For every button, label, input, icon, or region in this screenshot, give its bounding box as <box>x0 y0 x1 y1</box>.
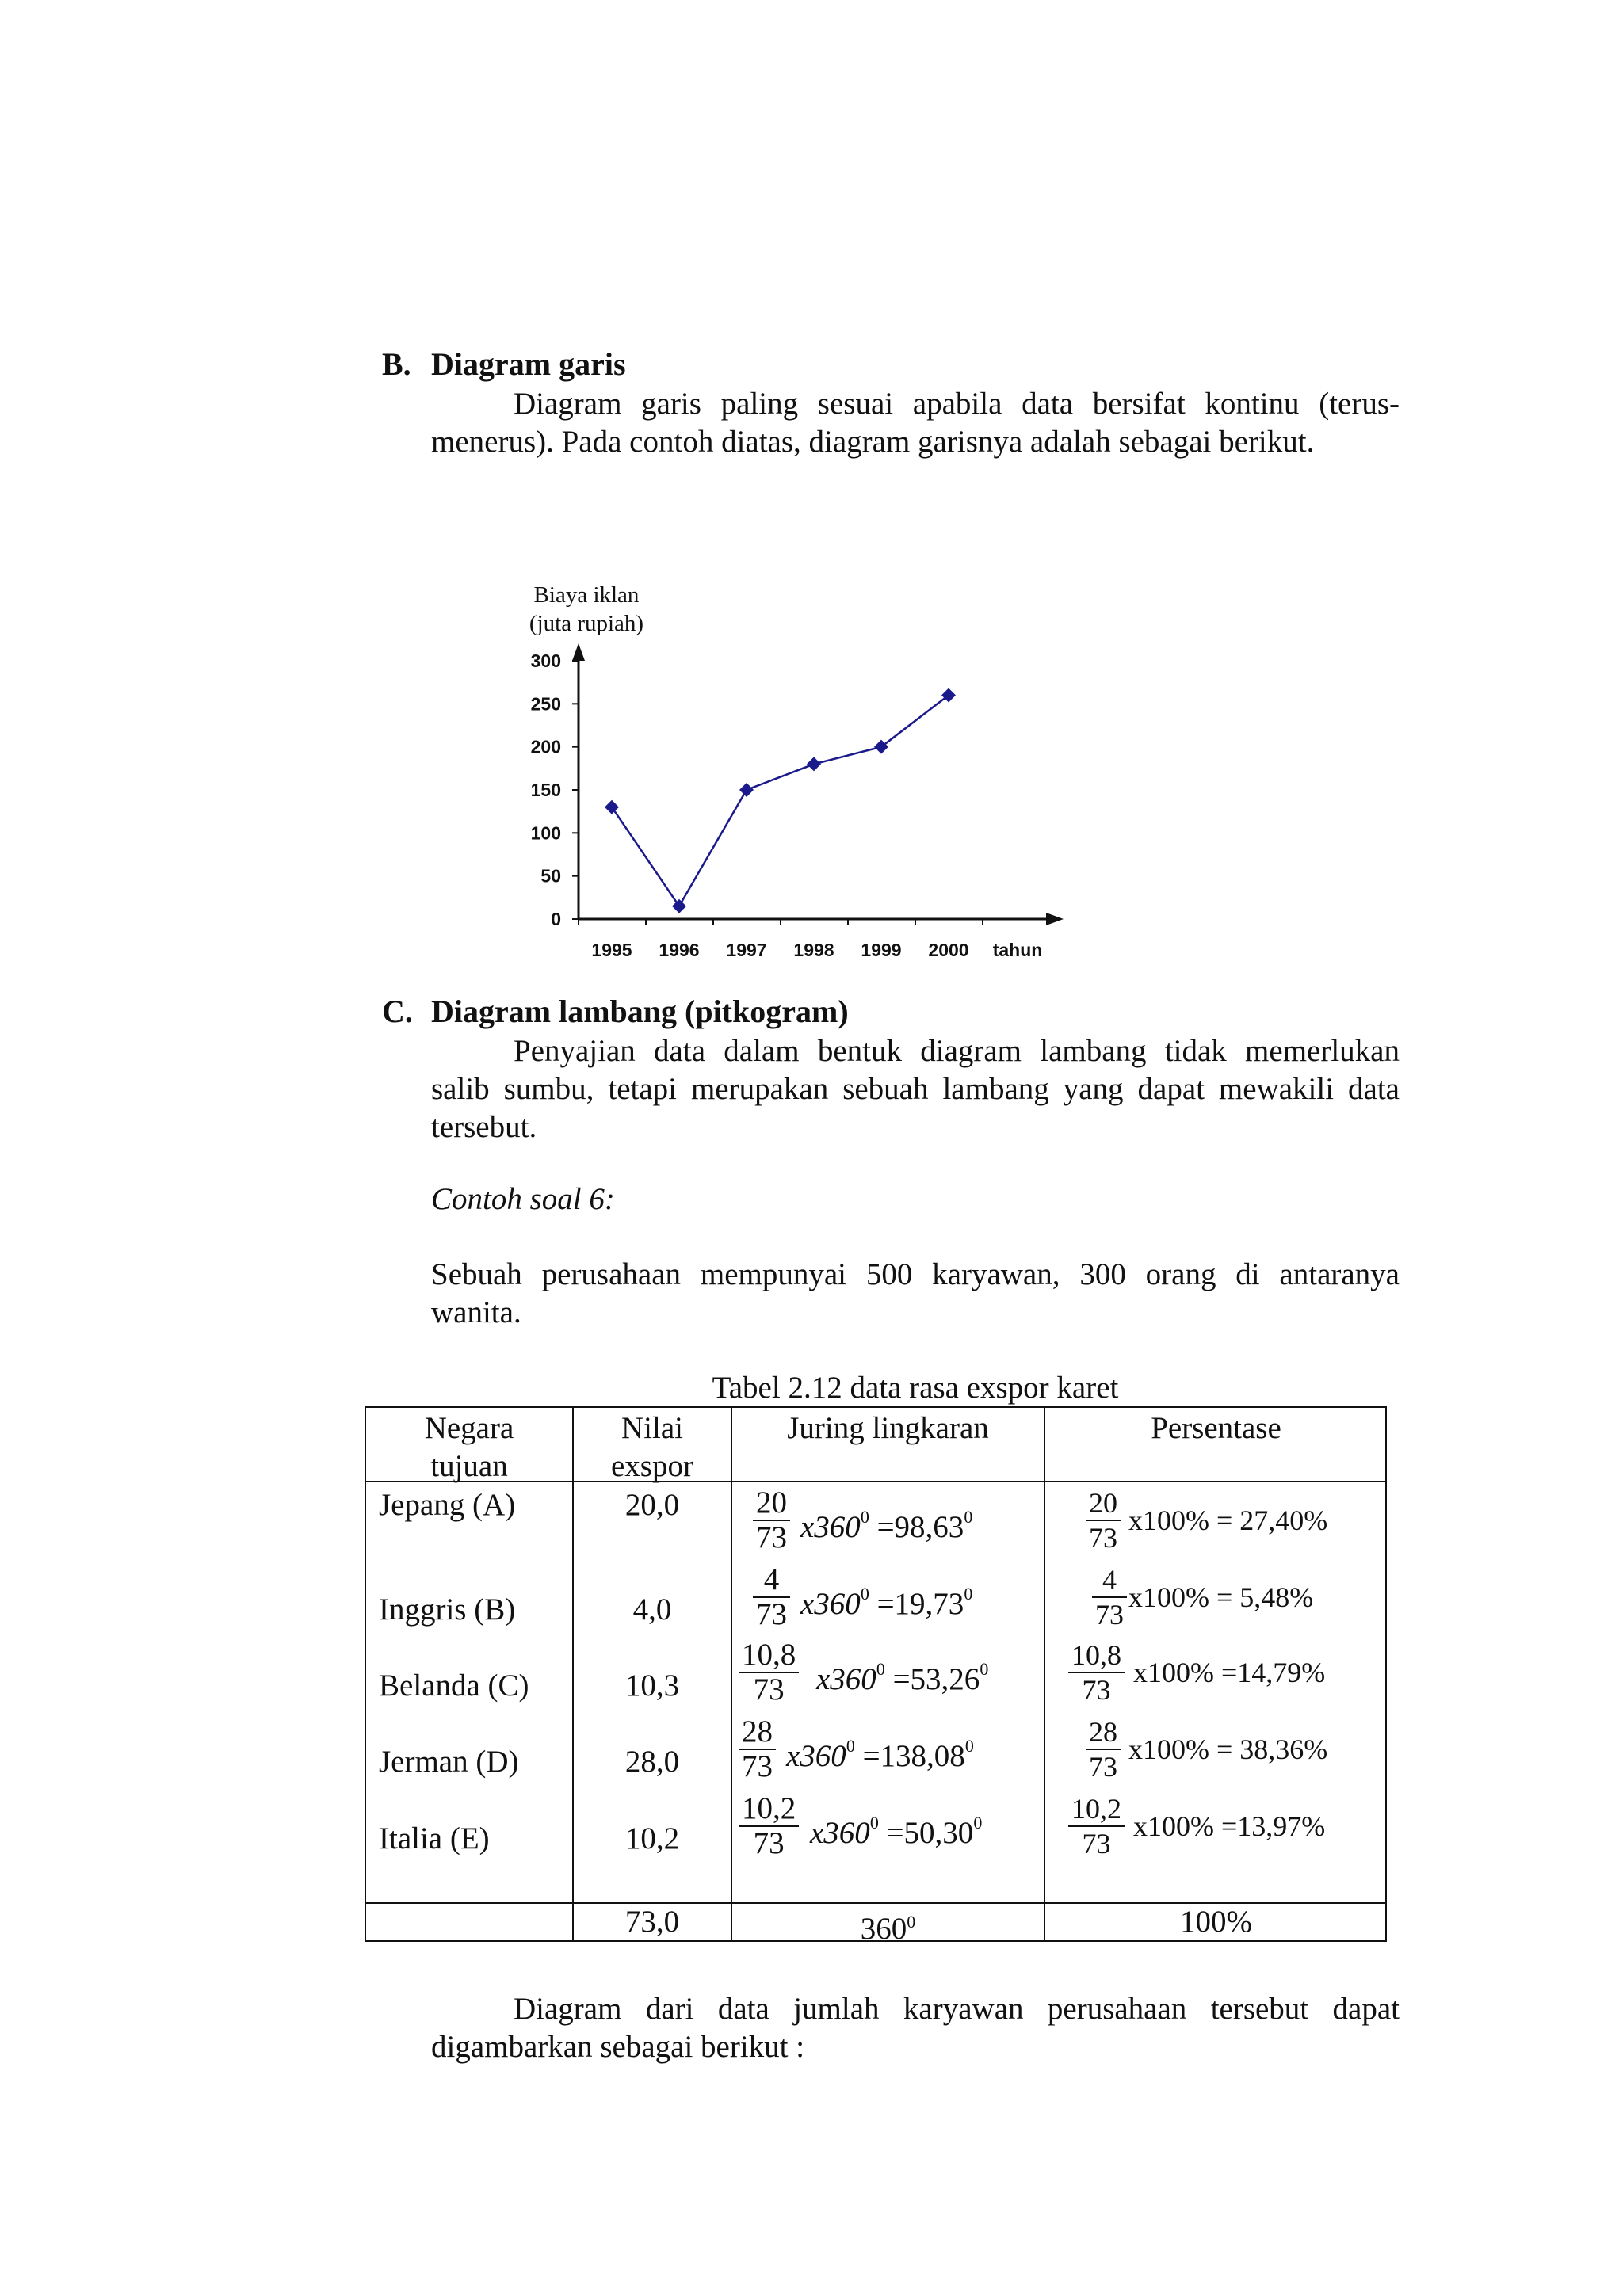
row4-juring-result: =138,08 <box>862 1739 965 1773</box>
y-tick-label: 100 <box>530 822 561 844</box>
row3-pct-expr: x100% =14,79% <box>1133 1657 1326 1688</box>
row4-juring-mult: x360 <box>786 1739 846 1773</box>
row4-juring-num: 28 <box>739 1715 776 1750</box>
total-pct: 100% <box>1180 1905 1252 1939</box>
table-col-divider-2 <box>731 1406 732 1942</box>
header-nilai-line2: exspor <box>611 1449 693 1483</box>
row2-pct-expr: x100% = 5,48% <box>1128 1581 1314 1613</box>
row3-juring-expr <box>816 1656 988 1696</box>
row2-pct-den: 73 <box>1095 1599 1124 1630</box>
row4-juring-result-deg: 0 <box>964 1736 974 1756</box>
row5-pct-num: 10,2 <box>1068 1792 1125 1827</box>
y-tick-label: 250 <box>530 693 561 715</box>
row5-juring-num: 10,2 <box>739 1792 799 1827</box>
row3-juring-den: 73 <box>753 1672 785 1707</box>
row1-juring-result-deg: 0 <box>964 1507 973 1527</box>
row3-juring-mult: x360 <box>816 1662 876 1696</box>
row5-juring-result: =50,30 <box>886 1816 974 1850</box>
x-tick-label: 1996 <box>659 940 700 960</box>
row1-pct-num: 20 <box>1086 1486 1121 1521</box>
x-axis-arrow-icon <box>1046 913 1064 925</box>
problem-line2: wanita. <box>431 1295 521 1329</box>
row1-country: Jepang (A) <box>379 1488 516 1522</box>
problem-line1: Sebuah perusahaan mempunyai 500 karyawan, 300 orang di antaranya <box>431 1257 1400 1291</box>
row3-juring-fraction <box>739 1638 799 1707</box>
row4-pct-num: 28 <box>1086 1715 1121 1750</box>
row3-juring-num: 10,8 <box>739 1638 799 1673</box>
header-juring: Juring lingkaran <box>787 1411 989 1445</box>
row1-juring-deg: 0 <box>860 1507 869 1527</box>
row5-country: Italia (E) <box>379 1821 490 1855</box>
row2-juring-expr <box>800 1581 972 1621</box>
row1-value: 20,0 <box>624 1488 680 1522</box>
header-nilai <box>574 1409 731 1486</box>
data-point <box>605 800 619 814</box>
row2-juring-result: =19,73 <box>876 1587 964 1621</box>
section-b-para-line1: Diagram garis paling sesuai apabila data bersifat kontinu (terus- <box>514 387 1400 421</box>
table-col-divider-3 <box>1044 1406 1045 1942</box>
row1-juring-expr <box>800 1504 972 1544</box>
row2-country: Inggris (B) <box>379 1592 516 1627</box>
section-c-para-line2: salib sumbu, tetapi merupakan sebuah lambang yang dapat mewakili data <box>431 1072 1400 1106</box>
x-tick-label: 1997 <box>726 940 767 960</box>
row3-pct-fraction <box>1068 1638 1125 1707</box>
y-tick-label: 150 <box>530 780 561 800</box>
header-nilai-line1: Nilai <box>621 1411 683 1445</box>
y-tick-label: 50 <box>540 865 561 887</box>
row2-juring-mult: x360 <box>800 1587 861 1621</box>
section-b-letter: B. <box>382 346 411 382</box>
row5-pct-fraction <box>1068 1792 1125 1860</box>
row5-value: 10,2 <box>624 1821 680 1855</box>
x-tick-label: 1998 <box>793 940 834 960</box>
section-b-para-line2: menerus). Pada contoh diatas, diagram garisnya adalah sebagai berikut. <box>431 425 1315 459</box>
row5-juring-mult: x360 <box>810 1816 870 1850</box>
row4-juring-den: 73 <box>742 1749 773 1783</box>
row2-value: 4,0 <box>632 1592 672 1627</box>
row5-juring-den: 73 <box>753 1826 785 1860</box>
row3-juring-deg: 0 <box>876 1659 885 1679</box>
row1-pct-den: 73 <box>1089 1522 1117 1554</box>
y-tick-label: 300 <box>530 650 561 671</box>
row4-country: Jerman (D) <box>379 1745 519 1779</box>
section-c-title: Diagram lambang (pitkogram) <box>431 994 849 1029</box>
row1-juring-den: 73 <box>756 1520 787 1554</box>
series-line <box>612 695 949 906</box>
row4-juring-deg: 0 <box>846 1736 855 1756</box>
row3-country: Belanda (C) <box>379 1669 529 1703</box>
line-chart <box>507 642 1094 974</box>
data-point <box>739 783 754 797</box>
closing-line2: digambarkan sebagai berikut : <box>431 2030 805 2064</box>
row4-value: 28,0 <box>624 1745 680 1779</box>
row4-pct-expr: x100% = 38,36% <box>1128 1733 1328 1765</box>
row5-juring-deg: 0 <box>869 1813 879 1833</box>
row3-value: 10,3 <box>624 1669 680 1703</box>
section-c-letter: C. <box>382 994 413 1029</box>
row3-juring-result: =53,26 <box>892 1662 980 1696</box>
y-axis-arrow-icon <box>572 643 585 661</box>
header-negara-line1: Negara <box>424 1411 514 1445</box>
row1-pct-expr: x100% = 27,40% <box>1128 1505 1328 1536</box>
total-juring-value: 360 <box>860 1912 907 1946</box>
row5-juring-fraction <box>739 1792 799 1860</box>
row3-pct-den: 73 <box>1082 1674 1111 1706</box>
row3-juring-result-deg: 0 <box>980 1659 989 1679</box>
row2-juring-deg: 0 <box>860 1584 869 1604</box>
row1-pct-fraction <box>1086 1486 1121 1554</box>
row5-juring-result-deg: 0 <box>973 1813 983 1833</box>
total-juring-deg: 0 <box>907 1912 916 1932</box>
example-title: Contoh soal 6: <box>431 1182 615 1216</box>
x-tick-label: 1995 <box>591 940 632 960</box>
total-value: 73,0 <box>624 1905 680 1939</box>
row2-pct-num: 4 <box>1092 1563 1127 1598</box>
row5-juring-expr <box>810 1810 982 1850</box>
y-tick-label: 200 <box>530 736 561 757</box>
header-persentase: Persentase <box>1151 1411 1281 1445</box>
closing-line1: Diagram dari data jumlah karyawan perusahaan tersebut dapat <box>514 1992 1400 2026</box>
row2-pct-fraction <box>1092 1563 1127 1631</box>
row2-juring-num: 4 <box>753 1563 790 1598</box>
chart-ylabel-line2: (juta rupiah) <box>529 611 644 636</box>
chart-ylabel <box>507 581 666 638</box>
section-c-para-line3: tersebut. <box>431 1110 537 1144</box>
row3-pct-num: 10,8 <box>1068 1638 1125 1673</box>
header-negara-line2: tujuan <box>430 1449 508 1483</box>
row2-juring-fraction <box>753 1563 790 1631</box>
header-negara <box>366 1409 572 1486</box>
table-caption: Tabel 2.12 data rasa exspor karet <box>712 1371 1119 1405</box>
x-tick-label: 1999 <box>861 940 902 960</box>
x-tick-label: 2000 <box>928 940 969 960</box>
data-point <box>807 757 821 771</box>
row4-juring-expr <box>786 1733 974 1773</box>
row1-juring-mult: x360 <box>800 1510 861 1544</box>
total-juring <box>732 1903 1044 1948</box>
row4-pct-fraction <box>1086 1715 1121 1783</box>
row2-juring-den: 73 <box>756 1597 787 1631</box>
row4-juring-fraction <box>739 1715 776 1783</box>
x-axis-label: tahun <box>992 940 1043 960</box>
row1-juring-result: =98,63 <box>876 1510 964 1544</box>
section-b-title: Diagram garis <box>431 346 626 382</box>
section-c-para-line1: Penyajian data dalam bentuk diagram lambang tidak memerlukan <box>514 1034 1400 1068</box>
data-point <box>672 899 686 913</box>
y-tick-label: 0 <box>551 909 561 929</box>
chart-ylabel-line1: Biaya iklan <box>533 582 640 608</box>
row1-juring-num: 20 <box>753 1486 790 1521</box>
row5-pct-expr: x100% =13,97% <box>1133 1810 1326 1842</box>
row2-juring-result-deg: 0 <box>964 1584 973 1604</box>
row4-pct-den: 73 <box>1089 1751 1117 1783</box>
row5-pct-den: 73 <box>1082 1828 1111 1859</box>
row1-juring-fraction <box>753 1486 790 1554</box>
